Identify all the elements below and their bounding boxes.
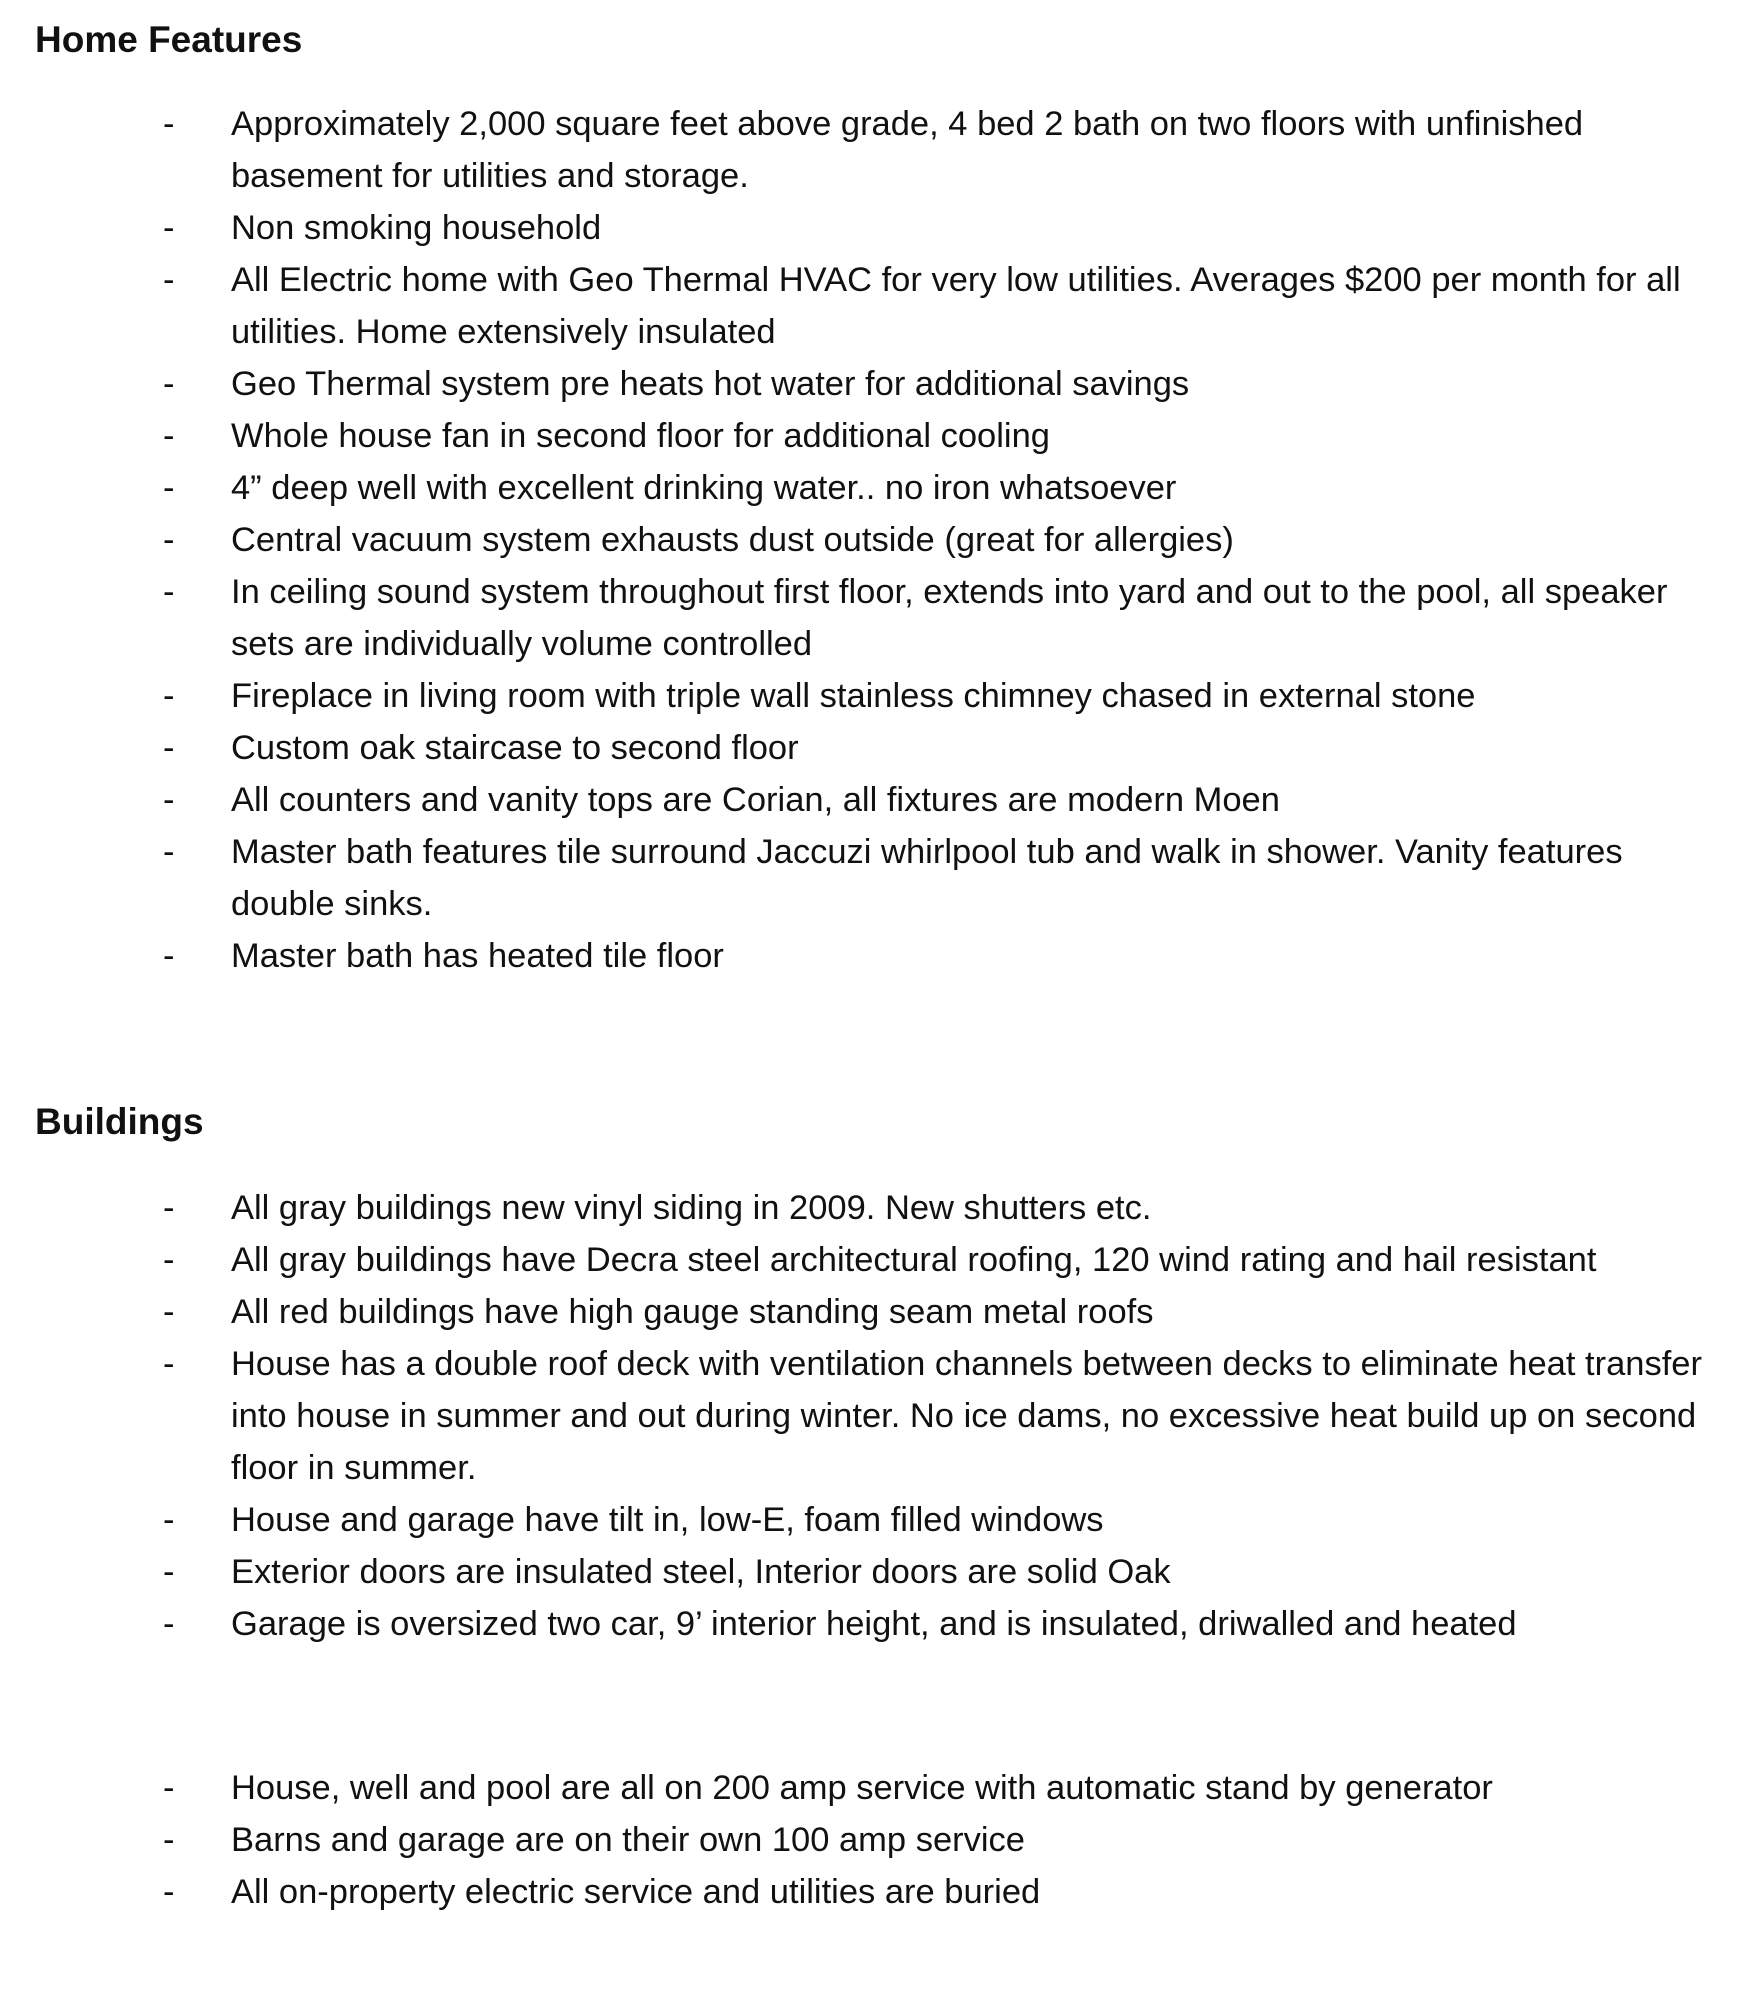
list-item (0, 1234, 1739, 1286)
bullet-dash: - (163, 521, 175, 559)
list-buildings (0, 1182, 1739, 1650)
list-item (0, 722, 1739, 774)
bullet-dash: - (163, 261, 175, 299)
list-item-text: All gray buildings new vinyl siding in 2009. New shutters etc. (231, 1189, 1152, 1227)
bullet-dash: - (163, 1189, 175, 1227)
bullet-dash: - (163, 417, 175, 455)
list-item-text: In ceiling sound system throughout first floor, extends into yard and out to the pool, all speaker sets are individually volume controlled (231, 573, 1668, 663)
list-item (0, 410, 1739, 462)
list-item (0, 930, 1739, 982)
bullet-dash: - (163, 1821, 175, 1859)
bullet-dash: - (163, 1553, 175, 1591)
list-item-text: Whole house fan in second floor for additional cooling (231, 417, 1050, 455)
list-item-text: House has a double roof deck with ventilation channels between decks to eliminate heat transfer into house in summer and out during winter. No ice dams, no excessive heat build up on second floor in summer. (231, 1345, 1702, 1487)
bullet-dash: - (163, 365, 175, 403)
bullet-dash: - (163, 1293, 175, 1331)
list-item (0, 1866, 1739, 1918)
list-item-text: Barns and garage are on their own 100 amp service (231, 1821, 1025, 1859)
bullet-dash: - (163, 1873, 175, 1911)
bullet-dash: - (163, 729, 175, 767)
list-item-text: Master bath features tile surround Jaccuzi whirlpool tub and walk in shower. Vanity features double sinks. (231, 833, 1623, 923)
list-item (0, 1598, 1739, 1650)
bullet-dash: - (163, 469, 175, 507)
list-item-text: House and garage have tilt in, low-E, foam filled windows (231, 1501, 1104, 1539)
list-home-features (0, 98, 1739, 982)
bullet-dash: - (163, 1605, 175, 1643)
list-item-text: Approximately 2,000 square feet above grade, 4 bed 2 bath on two floors with unfinished basement for utilities and storage. (231, 105, 1584, 195)
list-item (0, 202, 1739, 254)
list-item-text: House, well and pool are all on 200 amp service with automatic stand by generator (231, 1769, 1493, 1807)
list-item-text: Custom oak staircase to second floor (231, 729, 799, 767)
list-item (0, 774, 1739, 826)
list-item (0, 358, 1739, 410)
list-item (0, 1814, 1739, 1866)
bullet-dash: - (163, 573, 175, 611)
bullet-dash: - (163, 1769, 175, 1807)
list-item (0, 566, 1739, 670)
list-item-text: Non smoking household (231, 209, 602, 247)
list-item-text: Exterior doors are insulated steel, Interior doors are solid Oak (231, 1553, 1171, 1591)
list-item-text: All counters and vanity tops are Corian, all fixtures are modern Moen (231, 781, 1280, 819)
list-item (0, 670, 1739, 722)
bullet-dash: - (163, 209, 175, 247)
bullet-dash: - (163, 677, 175, 715)
list-item (0, 98, 1739, 202)
list-item (0, 462, 1739, 514)
list-item (0, 254, 1739, 358)
list-item-text: All red buildings have high gauge standing seam metal roofs (231, 1293, 1154, 1331)
list-item-text: All gray buildings have Decra steel architectural roofing, 120 wind rating and hail resistant (231, 1241, 1597, 1279)
list-item (0, 1286, 1739, 1338)
list-item (0, 1338, 1739, 1494)
list-item (0, 1762, 1739, 1814)
list-item-text: Garage is oversized two car, 9’ interior height, and is insulated, driwalled and heated (231, 1605, 1517, 1643)
list-item (0, 514, 1739, 566)
bullet-dash: - (163, 1241, 175, 1279)
list-item (0, 826, 1739, 930)
list-item-text: All on-property electric service and utilities are buried (231, 1873, 1041, 1911)
list-item-text: Master bath has heated tile floor (231, 937, 724, 975)
list-electric (0, 1762, 1739, 1918)
bullet-dash: - (163, 781, 175, 819)
heading-home-features: Home Features (35, 19, 303, 60)
list-item-text: Geo Thermal system pre heats hot water for additional savings (231, 365, 1190, 403)
list-item (0, 1546, 1739, 1598)
bullet-dash: - (163, 937, 175, 975)
list-item-text: Fireplace in living room with triple wall stainless chimney chased in external stone (231, 677, 1476, 715)
list-item-text: Central vacuum system exhausts dust outside (great for allergies) (231, 521, 1234, 559)
list-item-text: All Electric home with Geo Thermal HVAC for very low utilities. Averages $200 per month for all utilities. Home extensively insulated (231, 261, 1681, 351)
list-item (0, 1182, 1739, 1234)
heading-buildings: Buildings (35, 1101, 204, 1142)
bullet-dash: - (163, 105, 175, 143)
list-item-text: 4” deep well with excellent drinking water.. no iron whatsoever (231, 469, 1177, 507)
bullet-dash: - (163, 1345, 175, 1383)
list-item (0, 1494, 1739, 1546)
bullet-dash: - (163, 1501, 175, 1539)
bullet-dash: - (163, 833, 175, 871)
